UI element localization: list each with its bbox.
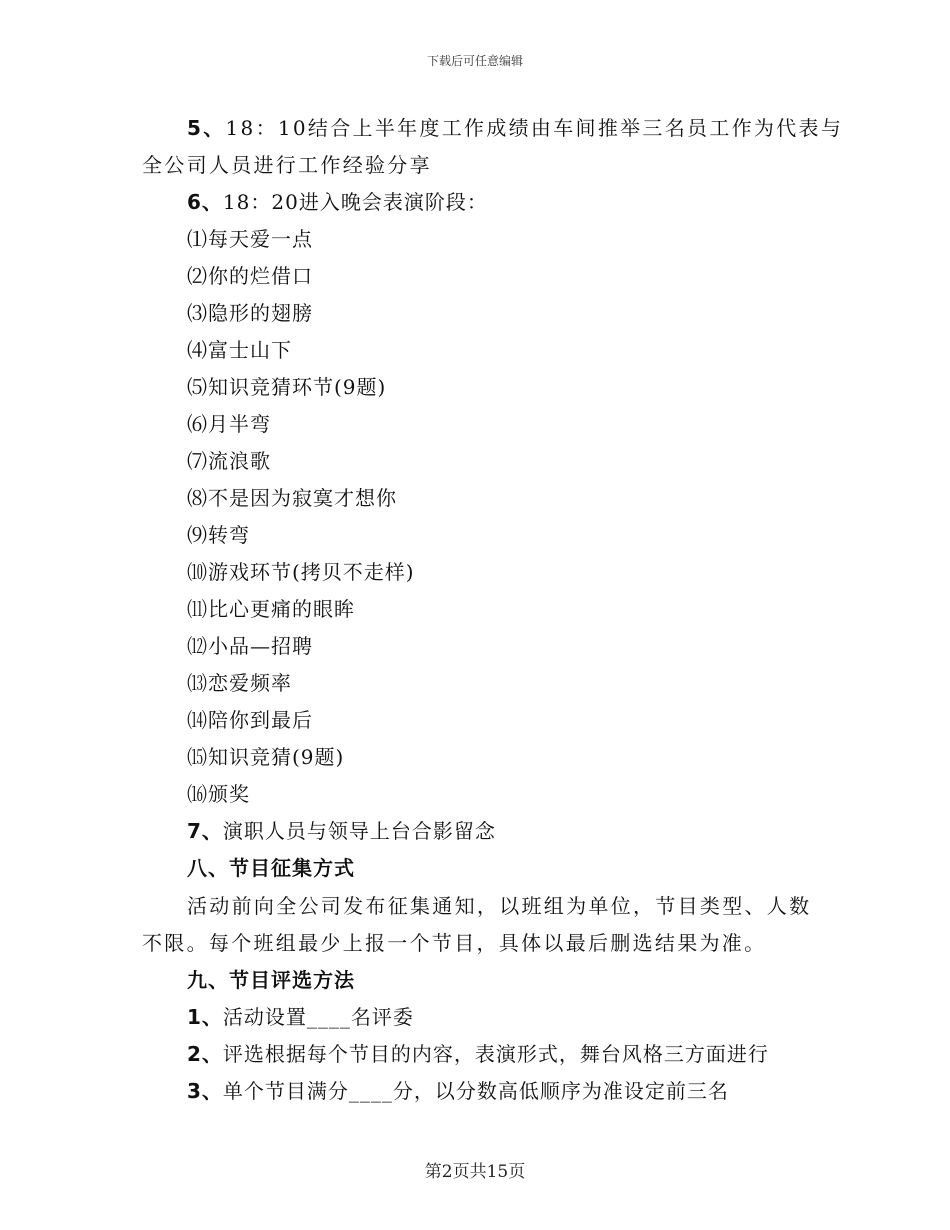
rule-2 — [187, 1041, 769, 1067]
rule-2-text: 评选根据每个节目的内容，表演形式，舞台风格三方面进行 — [222, 1042, 769, 1066]
program-item-15: ⒂知识竞猜(9题) — [187, 745, 345, 769]
program-item-3: ⑶隐形的翅膀 — [187, 301, 313, 325]
program-item-14: ⒁陪你到最后 — [187, 708, 313, 732]
item-5-number: 5、 — [187, 116, 226, 140]
program-item-11: ⑾比心更痛的眼眸 — [187, 597, 355, 621]
section-9-heading: 九、节目评选方法 — [187, 968, 355, 992]
page-footer: 第2页共15页 — [424, 1162, 526, 1182]
program-item-5: ⑸知识竞猜环节(9题) — [187, 375, 387, 399]
rule-1-text: 活动设置____名评委 — [222, 1005, 414, 1029]
section-8-heading: 八、节目征集方式 — [187, 856, 355, 880]
program-item-1: ⑴每天爱一点 — [187, 227, 313, 251]
rule-2-number: 2、 — [187, 1042, 223, 1066]
item-5-line-2: 全公司人员进行工作经验分享 — [142, 153, 432, 177]
program-item-8: ⑻不是因为寂寞才想你 — [187, 486, 397, 510]
item-6-number: 6、 — [187, 190, 223, 214]
item-7-number: 7、 — [187, 819, 223, 843]
program-item-9: ⑼转弯 — [187, 523, 250, 547]
program-item-6: ⑹月半弯 — [187, 412, 271, 436]
section-8-paragraph-line-1: 活动前向全公司发布征集通知，以班组为单位，节目类型、人数 — [187, 894, 812, 918]
program-item-4: ⑷富士山下 — [187, 338, 292, 362]
item-5-line-1 — [187, 115, 843, 141]
program-item-12: ⑿小品—招聘 — [187, 634, 313, 658]
item-6-text: 18：20进入晚会表演阶段： — [222, 190, 488, 214]
rule-1 — [187, 1004, 414, 1030]
rule-3-text: 单个节目满分____分，以分数高低顺序为准设定前三名 — [222, 1079, 729, 1103]
page-header: 下载后可任意编辑 — [426, 54, 523, 68]
item-7 — [187, 818, 496, 844]
program-item-13: ⒀恋爱频率 — [187, 671, 292, 695]
program-item-10: ⑽游戏环节(拷贝不走样) — [187, 560, 415, 584]
program-item-16: ⒃颁奖 — [187, 782, 250, 806]
rule-1-number: 1、 — [187, 1005, 223, 1029]
rule-3 — [187, 1078, 729, 1104]
rule-3-number: 3、 — [187, 1079, 223, 1103]
item-5-text: 18：10结合上半年度工作成绩由车间推举三名员工作为代表与 — [225, 116, 844, 140]
section-8-paragraph-line-2: 不限。每个班组最少上报一个节目，具体以最后删选结果为准。 — [142, 931, 767, 955]
item-7-text: 演职人员与领导上台合影留念 — [222, 819, 496, 843]
program-item-7: ⑺流浪歌 — [187, 449, 271, 473]
item-6 — [187, 189, 488, 215]
program-item-2: ⑵你的烂借口 — [187, 264, 313, 288]
